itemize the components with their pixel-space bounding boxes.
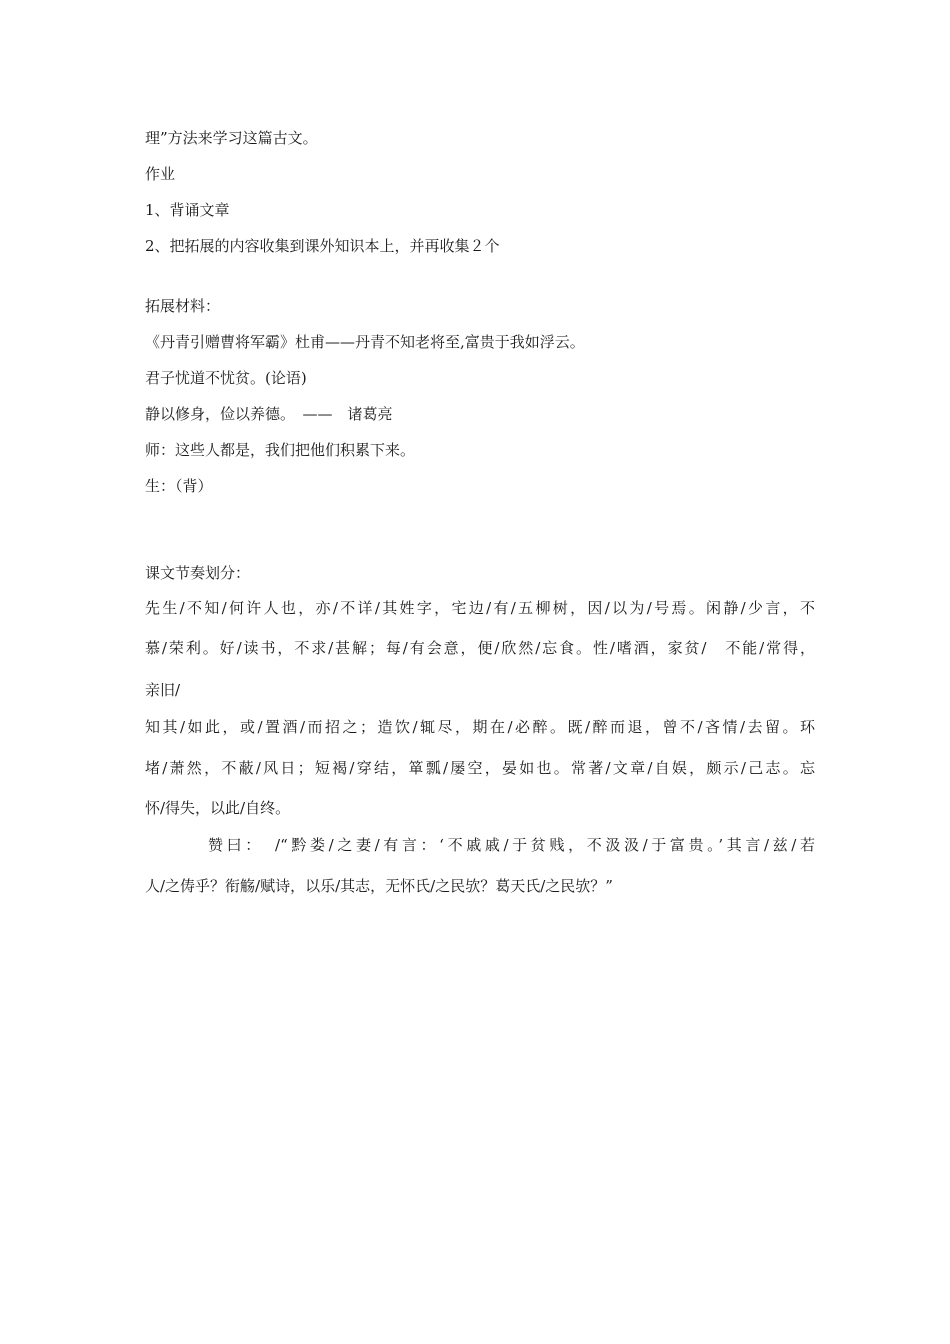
student-line: 生：（背） xyxy=(145,477,213,495)
rhythm-heading: 课文节奏划分： xyxy=(145,564,251,582)
homework-heading: 作业 xyxy=(145,165,176,183)
extension-item-3: 静以修身，俭以养德。 —— 诸葛亮 xyxy=(145,405,393,423)
rhythm-line-8: 人/之俦乎？衔觞/赋诗，以乐/其志，无怀氏/之民欤？葛天氏/之民欤？” xyxy=(145,877,613,895)
extension-item-2: 君子忧道不忧贫。(论语) xyxy=(145,369,307,387)
extension-item-1: 《丹青引赠曹将军霸》杜甫——丹青不知老将至,富贵于我如浮云。 xyxy=(145,333,585,351)
rhythm-line-2: 慕/荣利。好/读书，不求/甚解；每/有会意，便/欣然/忘食。性/嗜酒，家贫/ 不能/常得， xyxy=(145,639,815,657)
teacher-line: 师：这些人都是，我们把他们积累下来。 xyxy=(145,441,416,459)
rhythm-line-7: 赞曰： /“黔娄/之妻/有言：‘不戚戚/于贫贱，不汲汲/于富贵。’其言/兹/若 xyxy=(208,836,815,854)
rhythm-line-5: 堵/萧然，不蔽/风日；短褐/穿结，箪瓢/屡空，晏如也。常著/文章/自娱，颇示/己志。忘 xyxy=(145,759,815,777)
extension-heading: 拓展材料： xyxy=(145,297,221,315)
intro-line: 理”方法来学习这篇古文。 xyxy=(145,129,318,147)
rhythm-line-4: 知其/如此，或/置酒/而招之；造饮/辄尽，期在/必醉。既/醉而退，曾不/吝情/去留。环 xyxy=(145,718,815,736)
homework-item-2: 2、把拓展的内容收集到课外知识本上，并再收集２个 xyxy=(145,237,500,255)
rhythm-line-3: 亲旧/ xyxy=(145,681,181,699)
rhythm-line-6: 怀/得失，以此/自终。 xyxy=(145,799,291,817)
rhythm-line-1: 先生/不知/何许人也，亦/不详/其姓字，宅边/有/五柳树，因/以为/号焉。闲静/少言，不 xyxy=(145,599,815,617)
homework-item-1: 1、背诵文章 xyxy=(145,201,230,219)
